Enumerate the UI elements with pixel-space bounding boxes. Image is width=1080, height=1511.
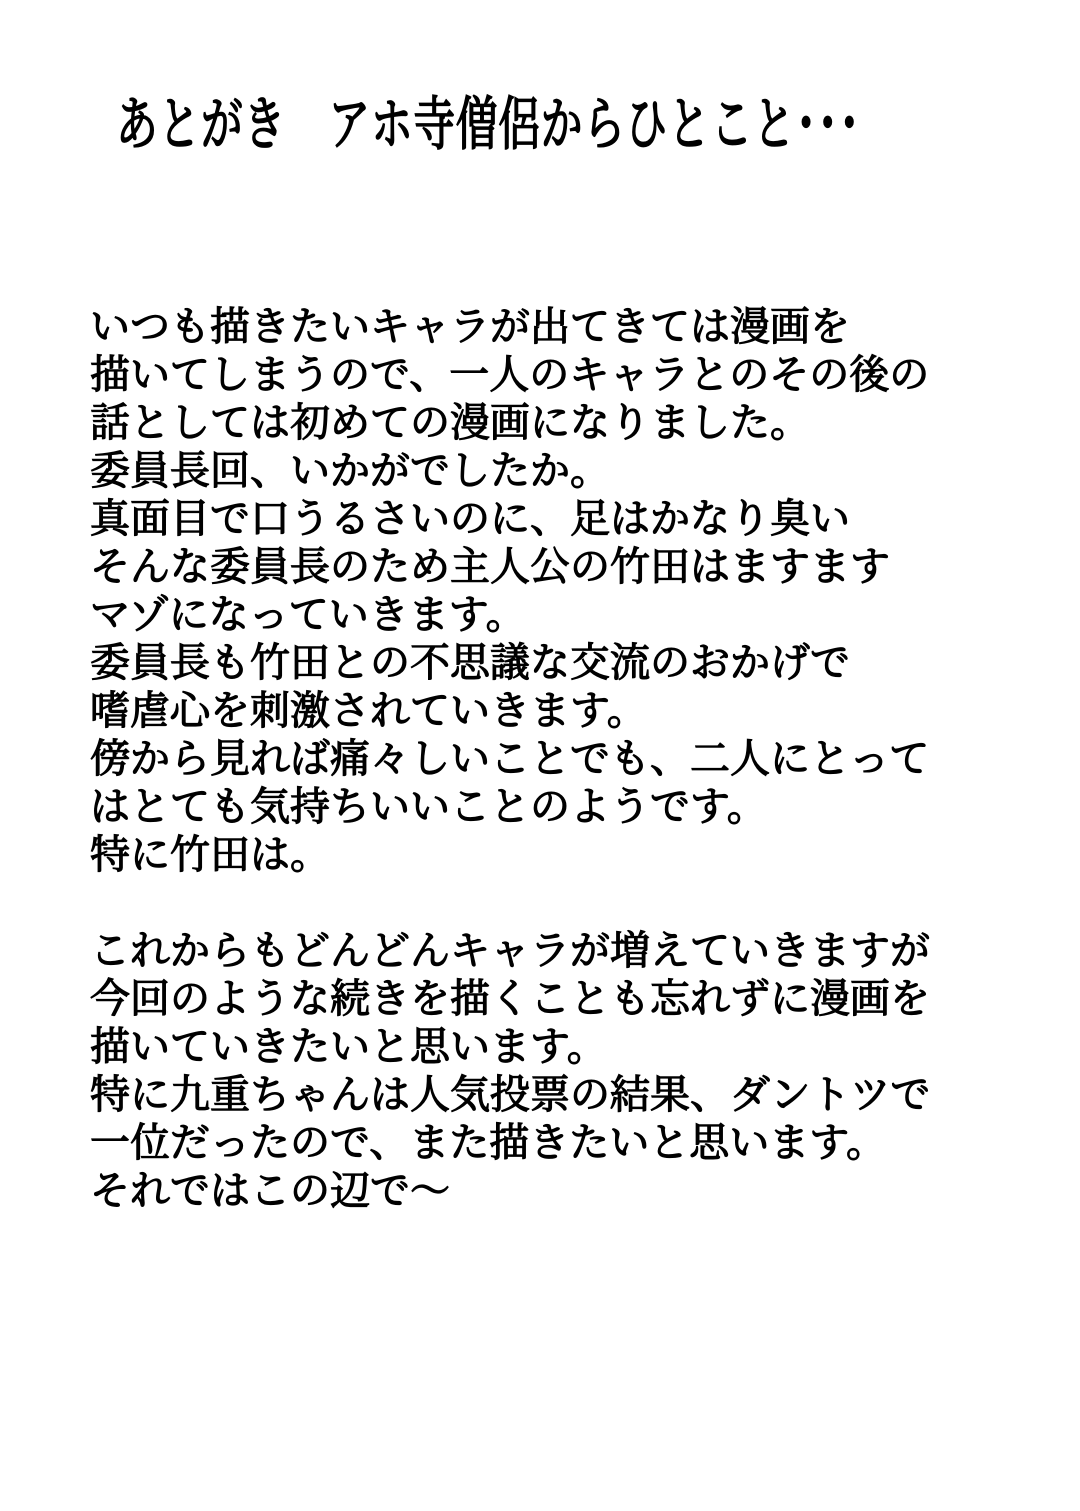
text-line: マゾになっていきます。 (90, 593, 526, 637)
text-line: 嗜虐心を刺激されていきます。 (90, 689, 647, 733)
text-line: 描いてしまうので、一人のキャラとのその後の (90, 353, 930, 397)
text-line: 傍から見れば痛々しいことでも、二人にとって (90, 737, 930, 781)
text-line: 描いていきたいと思います。 (90, 1025, 607, 1069)
text-line: それではこの辺で～ (90, 1169, 450, 1213)
paragraph-1 (90, 303, 930, 879)
text-line: 委員長も竹田との不思議な交流のおかげで (90, 641, 850, 685)
text-line: これからもどんどんキャラが増えていきますが (90, 929, 930, 973)
text-line: はとても気持ちいいことのようです。 (90, 785, 767, 829)
text-line: そんな委員長のため主人公の竹田はますます (90, 545, 890, 589)
text-line: 真面目で口うるさいのに、足はかなり臭い (90, 497, 850, 541)
page-title: あとがき アホ寺僧侶からひとこと･･･ (116, 92, 861, 157)
afterword-body (90, 303, 930, 1215)
text-line: 特に竹田は。 (90, 833, 330, 877)
text-line: 一位だったので、また描きたいと思います。 (90, 1121, 886, 1165)
text-line: 特に九重ちゃんは人気投票の結果、ダントツで (90, 1073, 931, 1117)
paragraph-2 (90, 927, 930, 1215)
text-line: 今回のような続きを描くことも忘れずに漫画を (90, 977, 930, 1021)
text-line: 話としては初めての漫画になりました。 (90, 401, 810, 445)
text-line: 委員長回、いかがでしたか。 (90, 449, 610, 493)
text-line: いつも描きたいキャラが出てきては漫画を (90, 305, 850, 349)
